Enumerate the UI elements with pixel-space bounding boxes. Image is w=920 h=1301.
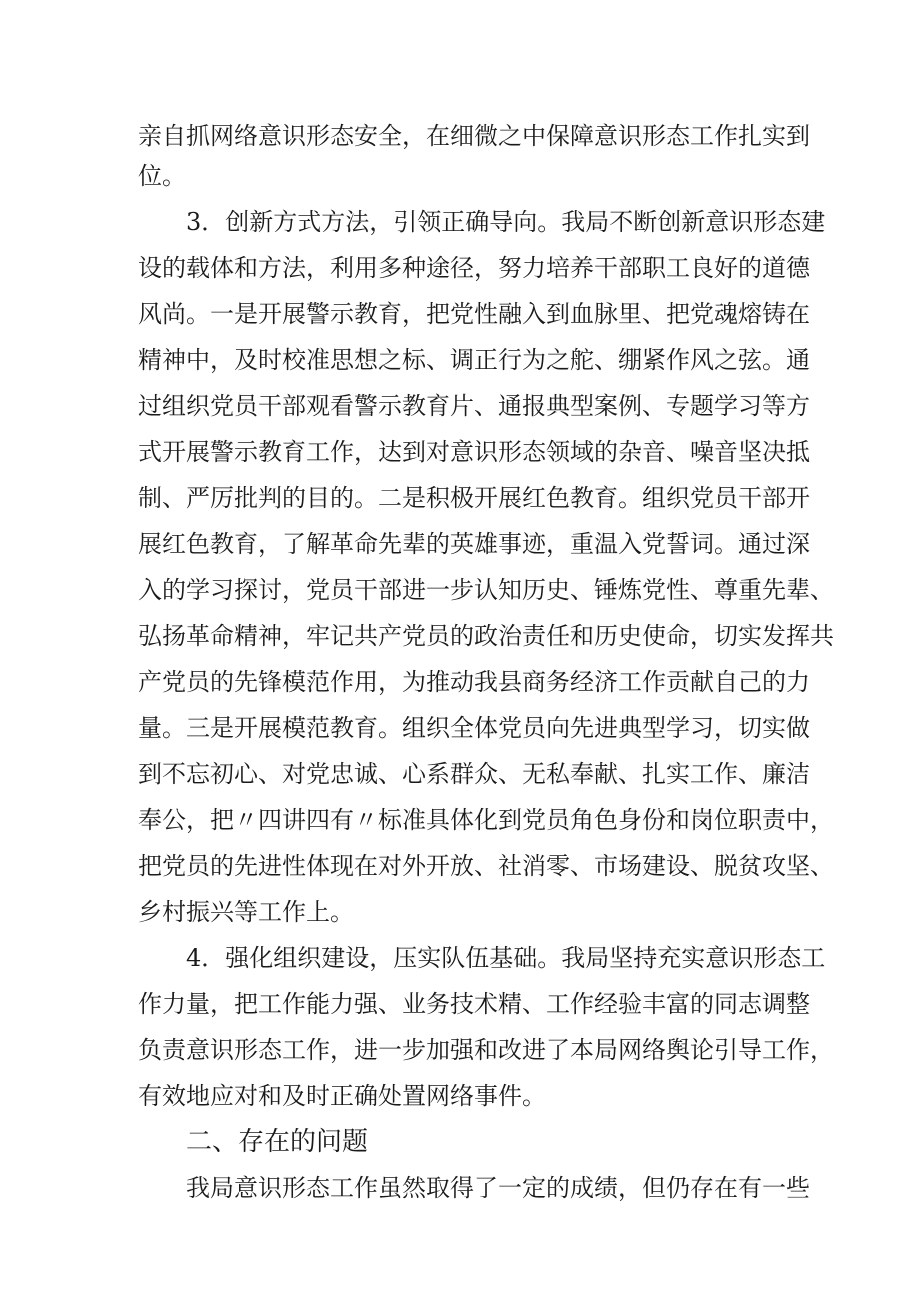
paragraph-line: 精神中，及时校准思想之标、调正行为之舵、绷紧作风之弦。通: [138, 346, 810, 374]
paragraph-line: 入的学习探讨，党员干部进一步认知历史、锤炼党性、尊重先辈、: [138, 576, 834, 604]
paragraph-line: 到不忘初心、对党忠诚、心系群众、无私奉献、扎实工作、廉洁: [138, 760, 810, 788]
paragraph-line: 作力量，把工作能力强、业务技术精、工作经验丰富的同志调整: [138, 990, 810, 1018]
section-heading: 二、存在的问题: [186, 1127, 369, 1157]
paragraph-line: 设的载体和方法，利用多种途径，努力培养干部职工良好的道德: [138, 254, 810, 282]
paragraph-line: 弘扬革命精神，牢记共产党员的政治责任和历史使命，切实发挥共: [138, 622, 834, 650]
paragraph-line: 乡村振兴等工作上。: [138, 898, 354, 926]
paragraph-line: 位。: [138, 162, 186, 190]
paragraph-line: 我局意识形态工作虽然取得了一定的成绩，但仍存在有一些: [186, 1174, 810, 1202]
paragraph-line: 奉公，把〃四讲四有〃标准具体化到党员角色身份和岗位职责中，: [138, 806, 834, 834]
paragraph-line: 风尚。一是开展警示教育，把党性融入到血脉里、把党魂熔铸在: [138, 300, 810, 328]
paragraph-line: 展红色教育，了解革命先辈的英雄事迹，重温入党誓词。通过深: [138, 530, 810, 558]
paragraph-line: 4．强化组织建设，压实队伍基础。我局坚持充实意识形态工: [186, 944, 826, 972]
paragraph-line: 把党员的先进性体现在对外开放、社消零、市场建设、脱贫攻坚、: [138, 852, 834, 880]
paragraph-line: 负责意识形态工作，进一步加强和改进了本局网络舆论引导工作，: [138, 1036, 834, 1064]
paragraph-line: 制、严厉批判的目的。二是积极开展红色教育。组织党员干部开: [138, 484, 810, 512]
paragraph-line: 式开展警示教育工作，达到对意识形态领域的杂音、噪音坚决抵: [138, 438, 810, 466]
paragraph-line: 3．创新方式方法，引领正确导向。我局不断创新意识形态建: [186, 208, 826, 236]
paragraph-line: 过组织党员干部观看警示教育片、通报典型案例、专题学习等方: [138, 392, 810, 420]
paragraph-line: 产党员的先锋模范作用，为推动我县商务经济工作贡献自己的力: [138, 668, 810, 696]
paragraph-line: 有效地应对和及时正确处置网络事件。: [138, 1082, 546, 1110]
paragraph-line: 量。三是开展模范教育。组织全体党员向先进典型学习，切实做: [138, 714, 810, 742]
paragraph-line: 亲自抓网络意识形态安全，在细微之中保障意识形态工作扎实到: [138, 122, 810, 150]
